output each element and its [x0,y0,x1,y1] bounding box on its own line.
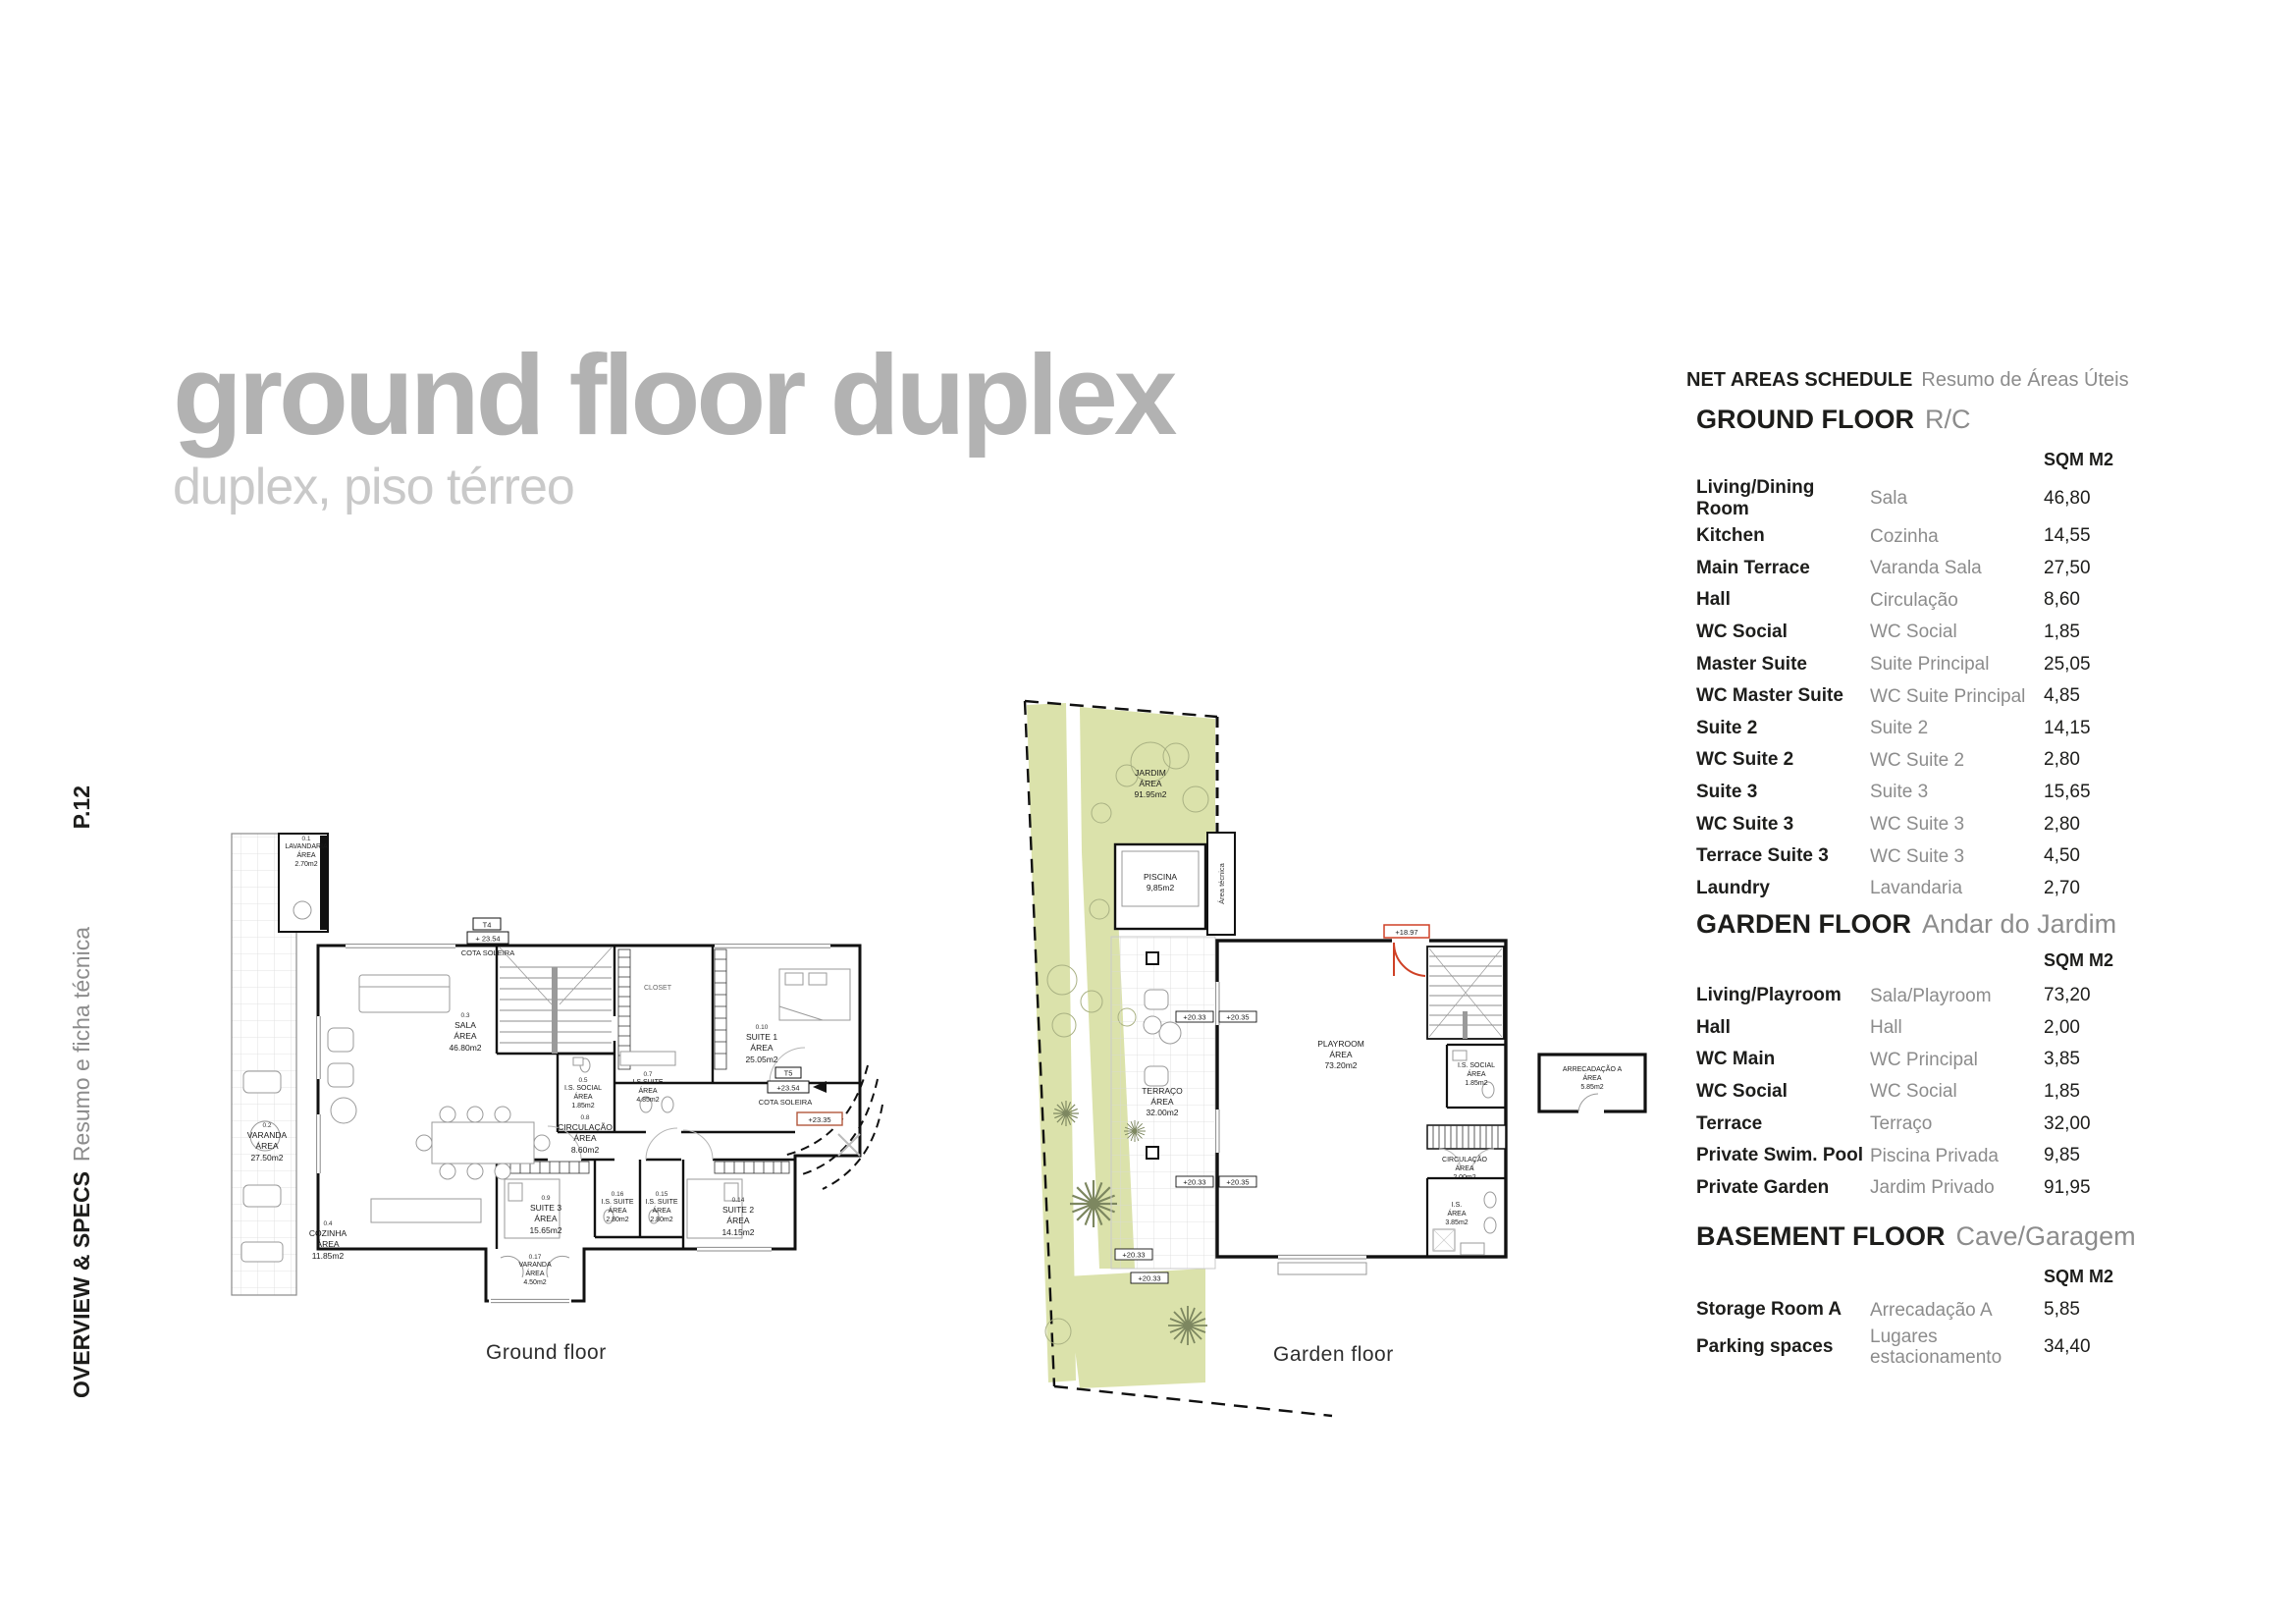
room-label: JARDIM ÁREA 91.95m2 [1134,768,1167,800]
page-subtitle: duplex, piso térreo [173,459,574,515]
tech-area-label: Área técnica [1217,863,1226,904]
room-name-en: Private Swim. Pool [1696,1145,1863,1166]
room-name-pt: WC Suite 3 [1870,814,1965,835]
ground-floor-plan [224,820,883,1355]
room-label: 0.1 LAVANDARIA ÁREA 2.70m2 [285,836,328,868]
room-area: 4,50 [2044,845,2080,867]
room-name-en: Terrace [1696,1112,1763,1134]
room-name-en: Suite 3 [1696,782,1758,803]
room-area: 3,85 [2044,1049,2080,1070]
room-area: 15,65 [2044,782,2091,803]
table-row [1696,808,2138,840]
table-row [1696,553,2138,585]
room-label: 0.14 SUITE 2 ÁREA 14.15m2 [721,1197,755,1237]
schedule-title-pt: Resumo de Áreas Úteis [1921,369,2129,391]
room-label: 0.8 CIRCULAÇÃO ÁREA 8.60m2 [558,1114,613,1155]
room-area: 34,40 [2044,1335,2091,1357]
room-name-pt: WC Suite 2 [1870,749,1965,771]
marker-cota-text: COTA SOLEIRA [460,948,515,957]
room-name-pt: Arrecadação A [1870,1299,1993,1321]
page-title: ground floor duplex [173,331,1174,459]
room-area: 14,15 [2044,717,2091,738]
table-row [1696,520,2138,553]
marker-cota2-text: COTA SOLEIRA [758,1098,813,1107]
room-name-en: WC Suite 3 [1696,813,1794,835]
room-label: CIRCULAÇÃO ÁREA 2.00m2 [1442,1157,1487,1181]
room-name-en: Laundry [1696,877,1770,898]
room-area: 2,80 [2044,813,2080,835]
sidebar-vertical-text [69,785,95,1398]
page-title-block [173,331,1174,516]
room-area: 73,20 [2044,985,2091,1006]
room-name-pt: Suite 2 [1870,718,1929,739]
room-area: 8,60 [2044,589,2080,611]
table-row [1696,617,2138,649]
table-row [1696,744,2138,777]
room-name-en: Private Garden [1696,1176,1830,1198]
room-name-en: Terrace Suite 3 [1696,845,1829,867]
ground-floor-caption: Ground floor [486,1341,607,1364]
room-label: 0.10 SUITE 1 ÁREA 25.05m2 [745,1024,778,1064]
room-name-pt: Lavandaria [1870,878,1963,899]
room-name-pt: Circulação [1870,589,1958,611]
table-row [1696,1076,2138,1109]
unit-header: SQM M2 [2044,950,2114,970]
room-name-en: Living/Playroom [1696,985,1842,1006]
page-number: P.12 [69,785,94,830]
room-name-en: WC Social [1696,622,1788,643]
room-name-pt: Varanda Sala [1870,558,1982,579]
section-header-garden: GARDEN FLOOR Andar do Jardim [1696,909,2117,939]
room-name-pt: Hall [1870,1017,1902,1039]
room-label: PISCINA 9,85m2 [1143,872,1178,893]
room-name-en: Master Suite [1696,653,1807,675]
section-rows-basement [1696,1294,2138,1368]
level-text: +20.33 [1122,1250,1146,1260]
table-row [1696,1294,2138,1326]
room-name-pt: Jardim Privado [1870,1177,1995,1199]
level-text: +20.33 [1183,1012,1206,1022]
room-name-pt: Cozinha [1870,525,1939,547]
table-row [1696,713,2138,745]
room-area: 5,85 [2044,1299,2080,1321]
room-area: 1,85 [2044,622,2080,643]
room-name-pt: Suite 3 [1870,782,1929,803]
sidebar-section-title: OVERVIEW & SPECS [69,1171,94,1398]
room-area: 91,95 [2044,1176,2091,1198]
room-name-en: Living/Dining Room [1696,477,1815,519]
room-name-pt: Sala/Playroom [1870,985,1992,1006]
room-label: 0.2 VARANDA ÁREA 27.50m2 [246,1122,288,1163]
garden-tech-area [1207,833,1235,935]
table-row [1696,980,2138,1012]
room-name-pt: Lugares estacionamento [1870,1326,2002,1368]
room-name-en: Suite 2 [1696,717,1758,738]
section-header-basement: BASEMENT FLOOR Cave/Garagem [1696,1221,2136,1251]
marker-t4-text: T4 [482,920,492,930]
room-area: 32,00 [2044,1112,2091,1134]
garden-stairs [1427,947,1504,1039]
room-name-pt: WC Social [1870,1081,1957,1103]
section-header-ground: GROUND FLOOR R/C [1696,405,1971,434]
room-name-pt: Sala [1870,488,1908,510]
schedule-title-en: NET AREAS SCHEDULE [1686,369,1913,391]
unit-header: SQM M2 [2044,1267,2114,1286]
marker-level-top-text: + 23.54 [475,934,501,944]
room-area: 27,50 [2044,557,2091,578]
marker-level-right-text: +23.54 [776,1083,800,1093]
room-name-pt: WC Social [1870,622,1957,643]
room-label: 0.5 I.S. SOCIAL ÁREA 1.85m2 [563,1077,603,1110]
room-name-pt: Piscina Privada [1870,1145,1999,1166]
table-row [1696,584,2138,617]
room-name-en: Hall [1696,589,1731,611]
table-row [1696,477,2138,520]
table-row [1696,873,2138,905]
room-area: 9,85 [2044,1145,2080,1166]
room-label: 0.7 I.S.SUITE ÁREA 4.85m2 [632,1071,664,1104]
door-level-text: +18.97 [1395,928,1418,937]
room-name-en: WC Master Suite [1696,685,1843,707]
table-row [1696,1172,2138,1205]
room-name-pt: WC Principal [1870,1049,1978,1070]
sidebar-section [69,927,95,1398]
section-rows-ground [1696,477,2138,904]
schedule-title [1686,369,2129,392]
room-label: 0.17 VARANDA ÁREA 4.50m2 [518,1254,552,1286]
room-area: 25,05 [2044,653,2091,675]
room-area: 46,80 [2044,488,2091,509]
table-row [1696,1140,2138,1172]
marker-level-entry-text: +23.35 [808,1115,831,1124]
table-row [1696,1044,2138,1076]
room-name-en: Parking spaces [1696,1335,1834,1357]
garden-floor-plan [1003,687,1671,1419]
table-row [1696,1012,2138,1045]
room-area: 1,85 [2044,1081,2080,1103]
room-label: 0.15 I.S. SUITE ÁREA 2.80m2 [645,1191,678,1223]
ground-marker-t4 [461,918,514,957]
room-label: ARRECADAÇÃO A ÁREA 5.85m2 [1562,1066,1623,1091]
room-label: 0.16 I.S. SUITE ÁREA 2.80m2 [601,1191,634,1223]
level-text: +20.35 [1226,1012,1250,1022]
room-name-en: Kitchen [1696,525,1765,547]
room-name-pt: WC Suite Principal [1870,685,2026,707]
table-row [1696,1108,2138,1140]
room-label: TERRAÇO ÁREA 32.00m2 [1142,1086,1183,1118]
level-text: +20.35 [1226,1177,1250,1187]
garden-floor-caption: Garden floor [1273,1343,1394,1366]
room-label: PLAYROOM ÁREA 73.20m2 [1317,1039,1364,1071]
table-row [1696,1326,2138,1369]
room-name-en: WC Suite 2 [1696,749,1794,771]
room-label: I.S. SOCIAL ÁREA 1.85m2 [1457,1062,1496,1087]
room-name-en: WC Main [1696,1049,1776,1070]
table-row [1696,648,2138,680]
section-rows-garden [1696,980,2138,1204]
room-area: 2,00 [2044,1016,2080,1038]
room-label: CLOSET [643,985,672,992]
unit-header: SQM M2 [2044,450,2114,469]
room-label: 0.4 COZINHA ÁREA 11.85m2 [308,1220,347,1261]
table-row [1696,680,2138,713]
level-text: +20.33 [1183,1177,1206,1187]
room-name-pt: Suite Principal [1870,654,1990,676]
room-name-pt: WC Suite 3 [1870,845,1965,867]
room-name-en: Hall [1696,1016,1731,1038]
room-label: I.S. ÁREA 3.85m2 [1445,1202,1468,1226]
room-name-en: WC Social [1696,1081,1788,1103]
room-area: 14,55 [2044,525,2091,547]
room-name-en: Main Terrace [1696,557,1810,578]
ground-floor-plan-drawing [224,820,883,1355]
room-label: 0.3 SALA ÁREA 46.80m2 [449,1012,482,1053]
marker-t5-text: T5 [783,1068,793,1078]
level-text: +20.33 [1138,1273,1161,1283]
table-row [1696,777,2138,809]
room-label: 0.9 SUITE 3 ÁREA 15.65m2 [529,1195,562,1235]
room-name-pt: Terraço [1870,1113,1933,1135]
room-name-en: Storage Room A [1696,1299,1842,1321]
table-row [1696,840,2138,873]
room-area: 2,80 [2044,749,2080,771]
room-area: 4,85 [2044,685,2080,707]
sidebar-section-subtitle: Resumo e ficha técnica [69,927,94,1163]
room-area: 2,70 [2044,877,2080,898]
